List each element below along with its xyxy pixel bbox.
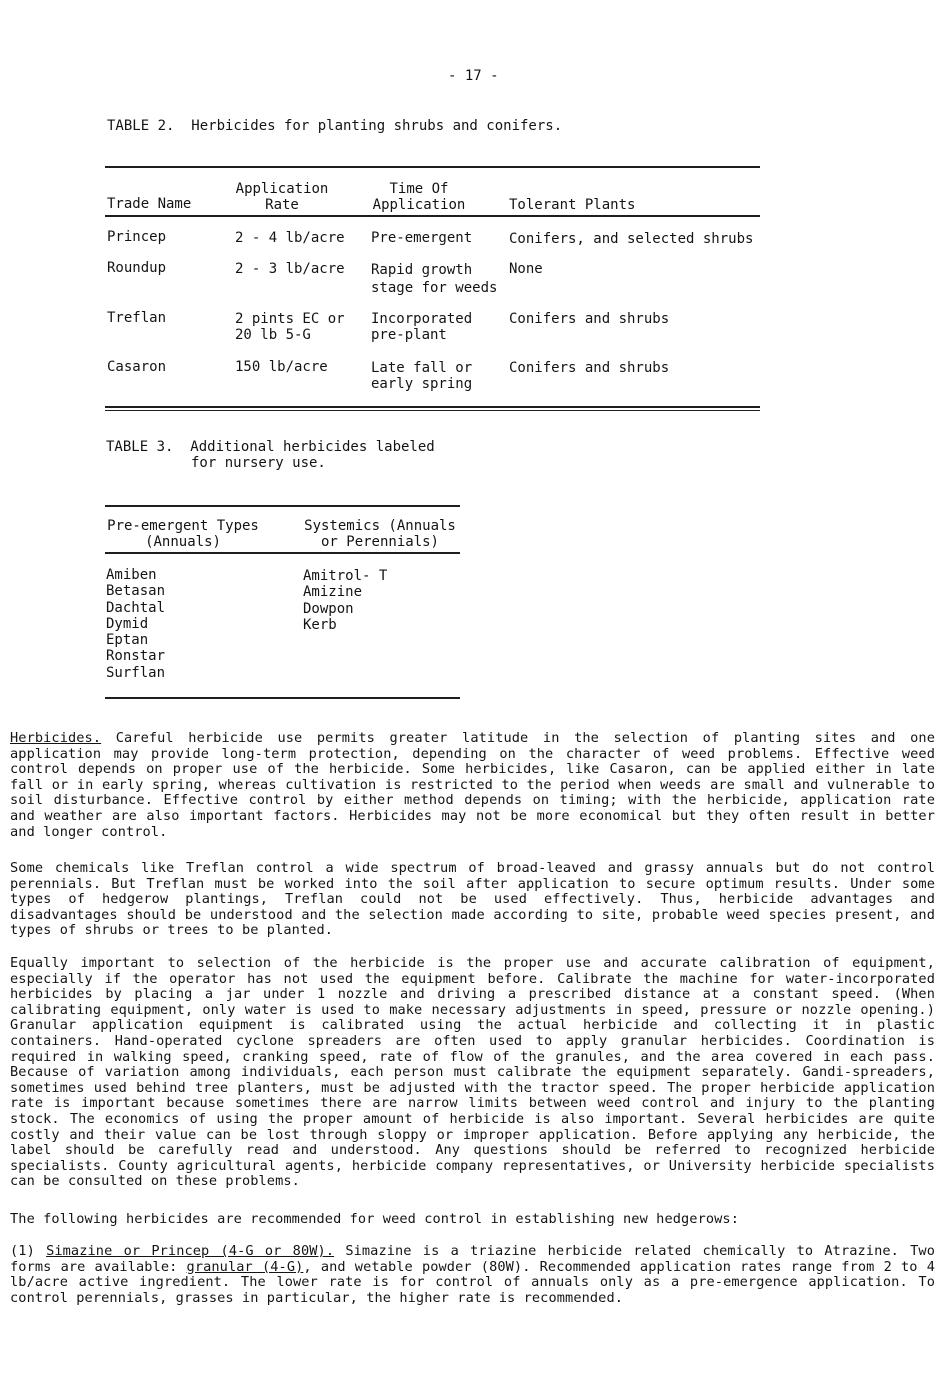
paragraph-body: , and wetable powder (80W). Recommended application rates range from 2 to 4 lb/acre active ingredient. The lower rate is for control of annuals only as a pre-emergence application. To control perennials, grasses in particular, the higher rate is recommended. bbox=[10, 1258, 936, 1306]
table3-pre-emergent-list: Amiben Betasan Dachtal Dymid Eptan Ronstar Surflan bbox=[106, 567, 166, 681]
table2-row-tolerant: None bbox=[509, 261, 543, 277]
table2-header-rate: Application Rate bbox=[235, 181, 329, 213]
table2-bottom-rule bbox=[105, 406, 760, 408]
paragraph-text: Simazine is a triazine herbicide related chemically to Atrazine. Two forms are available: bbox=[10, 1243, 936, 1275]
page-number: - 17 - bbox=[448, 68, 499, 84]
table2-row-time: Pre-emergent bbox=[371, 230, 473, 246]
table2-row-rate: 2 pints EC or 20 lb 5-G bbox=[235, 311, 345, 343]
table2-row-rate: 150 lb/acre bbox=[235, 359, 328, 375]
table3-top-rule bbox=[105, 505, 460, 507]
table2-header-time: Time Of Application bbox=[372, 181, 466, 213]
table3-caption-line2: for nursery use. bbox=[191, 455, 326, 471]
table3-header-systemics: Systemics (Annuals or Perennials) bbox=[304, 518, 456, 550]
paragraph-lead-granular: granular (4-G) bbox=[186, 1258, 304, 1275]
table3-header-rule bbox=[105, 552, 460, 554]
table2-header-trade-name: Trade Name bbox=[107, 196, 192, 212]
table2-caption: TABLE 2. Herbicides for planting shrubs and conifers. bbox=[107, 118, 563, 134]
table2-row-name: Roundup bbox=[107, 260, 167, 276]
list-number: (1) bbox=[10, 1243, 47, 1259]
table2-header-tolerant: Tolerant Plants bbox=[509, 197, 636, 213]
table2-row-name: Treflan bbox=[107, 310, 167, 326]
table3-header-pre-emergent: Pre-emergent Types (Annuals) bbox=[107, 518, 259, 550]
table2-row-name: Casaron bbox=[107, 359, 167, 375]
table2-row-tolerant: Conifers, and selected shrubs bbox=[509, 231, 754, 247]
table2-row-rate: 2 - 3 lb/acre bbox=[235, 261, 345, 277]
paragraph-simazine bbox=[10, 1244, 935, 1306]
table2-header-rule bbox=[105, 215, 760, 217]
paragraph-herbicides bbox=[10, 731, 935, 840]
table2-row-name: Princep bbox=[107, 229, 167, 245]
table2-top-rule bbox=[105, 166, 760, 168]
paragraph-lead-herbicides: Herbicides. bbox=[10, 730, 102, 746]
table2-bottom-rule-2 bbox=[105, 410, 760, 411]
table3-bottom-rule bbox=[105, 697, 460, 699]
paragraph-lead-simazine: Simazine or Princep (4-G or 80W). bbox=[46, 1243, 335, 1259]
paragraph-body: Careful herbicide use permits greater latitude in the selection of planting sites and one application may provide long-term protection, depending on the character of weed problems. Effective weed control depends on proper use of the herbicide. Some herbicides, like Casaron, can be applied either in late fall or in early spring, whereas cultivation is restricted to the period when weeds are small and vulnerable to soil disturbance. Effective control by either method depends on timing; with the herbicide, application rate and weather are also important factors. Herbicides may not be more economical but they often result in better and longer control. bbox=[10, 730, 935, 840]
table3-systemics-list: Amitrol- T Amizine Dowpon Kerb bbox=[303, 568, 388, 633]
paragraph-calibration: Equally important to selection of the herbicide is the proper use and accurate calibration of equipment, especially if the operator has not used the equipment before. Calibrate the machine for water-incorporated herbicides by placing a jar under 1 nozzle and driving a prescribed distance at a constant speed. (When calibrating equipment, only water is used to make necessary adjustments in speed, pressure or nozzle opening.) Granular application equipment is calibrated using the actual herbicide and collecting it in plastic containers. Hand-operated cyclone spreaders are often used to apply granular herbicides. Coordination is required in walking speed, cranking speed, rate of flow of the granules, and the area covered in each pass. Because of variation among individuals, each person must calibrate the equipment separately. Gandi-spreaders, sometimes used behind tree planters, must be adjusted with the tractor speed. The proper herbicide application rate is important because sometimes there are narrow limits between weed control and injury to the planting stock. The economics of using the proper amount of herbicide is also important. Several herbicides are quite costly and their value can be lost through sloppy or improper application. Before applying any herbicide, the label should be carefully read and understood. Any questions should be referred to recognized herbicide specialists. County agricultural agents, herbicide company representatives, or University herbicide specialists can be consulted on these problems. bbox=[10, 955, 935, 1190]
table2-row-time: Late fall or early spring bbox=[371, 360, 473, 392]
table2-row-rate: 2 - 4 lb/acre bbox=[235, 230, 345, 246]
table3-caption-line1: TABLE 3. Additional herbicides labeled bbox=[106, 439, 435, 455]
table2-row-tolerant: Conifers and shrubs bbox=[509, 360, 670, 376]
paragraph-recommended-intro: The following herbicides are recommended for weed control in establishing new hedgerows: bbox=[10, 1211, 740, 1227]
paragraph-treflan: Some chemicals like Treflan control a wide spectrum of broad-leaved and grassy annuals but do not control perennials. But Treflan must be worked into the soil after application to secure optimum results. Under some types of hedgerow plantings, Treflan could not be used effectively. Thus, herbicide advantages and disadvantages should be understood and the selection made according to site, probable weed species present, and types of shrubs or trees to be planted. bbox=[10, 860, 935, 939]
table2-row-time: Rapid growth stage for weeds bbox=[371, 262, 498, 296]
table2-row-tolerant: Conifers and shrubs bbox=[509, 311, 670, 327]
table2-row-time: Incorporated pre-plant bbox=[371, 311, 473, 343]
